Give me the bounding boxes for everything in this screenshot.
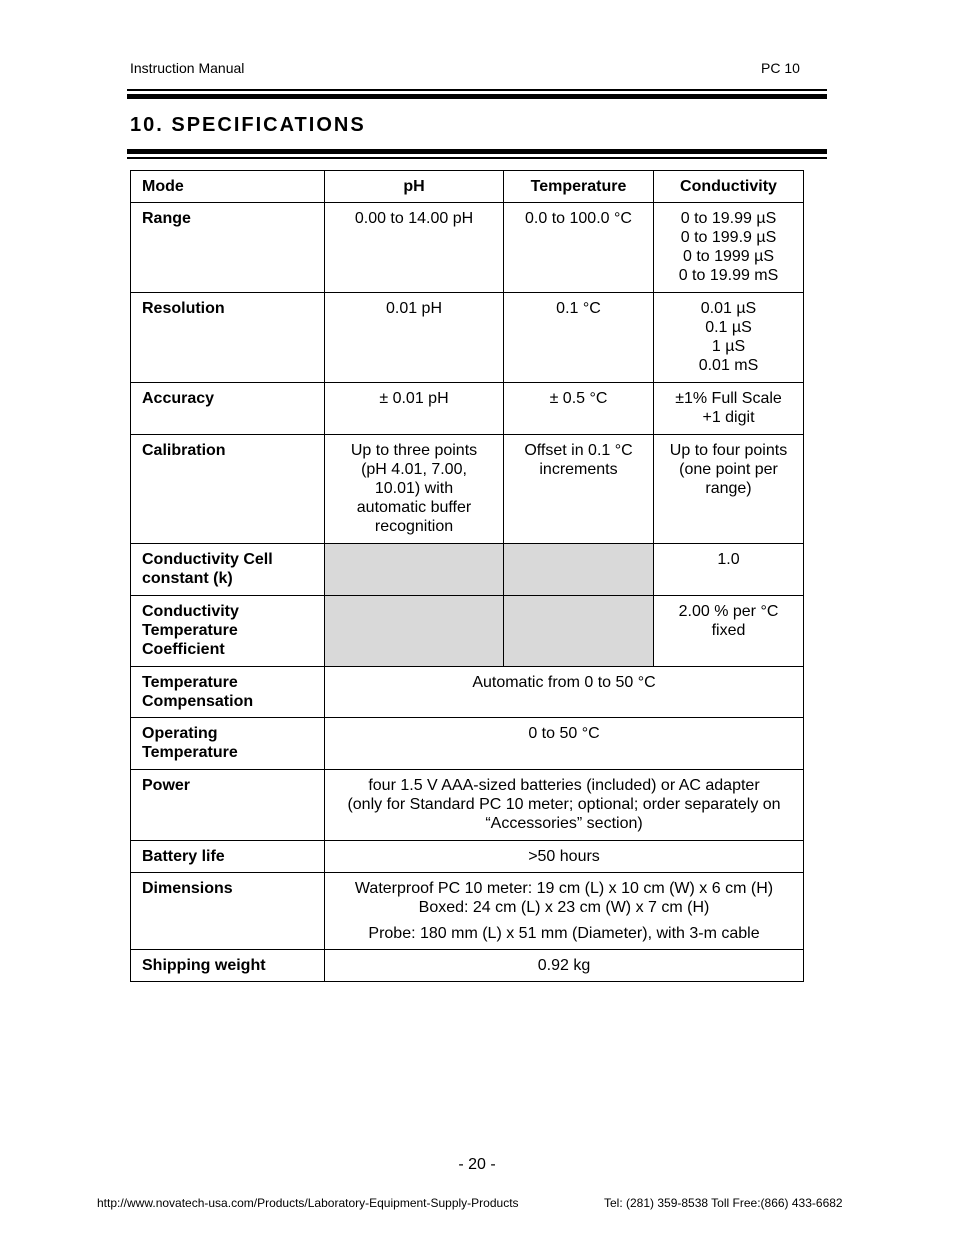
table-row-cell-constant [131,544,804,596]
not-applicable-cell [325,544,504,596]
table-row-temperature-coefficient [131,596,804,667]
header-rule-thin [127,89,827,91]
calibration-ph-value: Up to three points (pH 4.01, 7.00, 10.01) with automatic buffer recognition [325,435,504,544]
column-header-mode: Mode [131,171,325,203]
cell-constant-value: 1.0 [654,544,804,596]
column-header-temperature: Temperature [504,171,654,203]
title-rule-thick [127,149,827,154]
table-row-power [131,770,804,841]
table-row-temperature-compensation [131,667,804,718]
resolution-temperature-value: 0.1 °C [504,293,654,383]
table-row-battery-life [131,841,804,873]
row-label: Range [131,203,325,293]
calibration-temperature-value: Offset in 0.1 °C increments [504,435,654,544]
row-label: Conductivity Temperature Coefficient [131,596,325,667]
row-label: Temperature Compensation [131,667,325,718]
row-label: Conductivity Cell constant (k) [131,544,325,596]
power-value: four 1.5 V AAA-sized batteries (included) or AC adapter (only for Standard PC 10 meter; optional; order separately on “Accessories” section) [325,770,804,841]
row-label: Calibration [131,435,325,544]
not-applicable-cell [504,544,654,596]
table-row-shipping-weight [131,950,804,982]
row-label: Accuracy [131,383,325,435]
temperature-coefficient-value: 2.00 % per °C fixed [654,596,804,667]
row-label: Battery life [131,841,325,873]
dimensions-value: Waterproof PC 10 meter: 19 cm (L) x 10 cm (W) x 6 cm (H) Boxed: 24 cm (L) x 23 cm (W) x 7 cm (H) Probe: 180 mm (L) x 51 mm (Diameter), with 3-m cable [325,873,804,950]
section-title: 10. SPECIFICATIONS [130,114,366,136]
row-label: Power [131,770,325,841]
page-number: - 20 - [458,1156,496,1173]
table-row-dimensions [131,873,804,950]
footer-url: http://www.novatech-usa.com/Products/Laboratory-Equipment-Supply-Products [97,1196,519,1210]
accuracy-temperature-value: ± 0.5 °C [504,383,654,435]
table-row-calibration [131,435,804,544]
not-applicable-cell [504,596,654,667]
column-header-conductivity: Conductivity [654,171,804,203]
temperature-compensation-value: Automatic from 0 to 50 °C [325,667,804,718]
range-temperature-value: 0.0 to 100.0 °C [504,203,654,293]
resolution-conductivity-value: 0.01 µS 0.1 µS 1 µS 0.01 mS [654,293,804,383]
header-model-name: PC 10 [761,60,800,76]
specifications-table [130,170,804,982]
row-label: Shipping weight [131,950,325,982]
row-label: Resolution [131,293,325,383]
shipping-weight-value: 0.92 kg [325,950,804,982]
column-header-ph: pH [325,171,504,203]
table-row-operating-temperature [131,718,804,770]
table-row-accuracy [131,383,804,435]
table-row-resolution [131,293,804,383]
range-conductivity-value: 0 to 19.99 µS 0 to 199.9 µS 0 to 1999 µS 0 to 19.99 mS [654,203,804,293]
row-label: Dimensions [131,873,325,950]
calibration-conductivity-value: Up to four points (one point per range) [654,435,804,544]
resolution-ph-value: 0.01 pH [325,293,504,383]
accuracy-conductivity-value: ±1% Full Scale +1 digit [654,383,804,435]
battery-life-value: >50 hours [325,841,804,873]
table-row-range [131,203,804,293]
accuracy-ph-value: ± 0.01 pH [325,383,504,435]
header-rule-thick [127,94,827,99]
header-manual-title: Instruction Manual [130,60,245,76]
title-rule-thin [127,157,827,159]
table-header-row [131,171,804,203]
range-ph-value: 0.00 to 14.00 pH [325,203,504,293]
operating-temperature-value: 0 to 50 °C [325,718,804,770]
row-label: Operating Temperature [131,718,325,770]
not-applicable-cell [325,596,504,667]
footer-contact: Tel: (281) 359-8538 Toll Free:(866) 433-6682 [604,1196,843,1210]
